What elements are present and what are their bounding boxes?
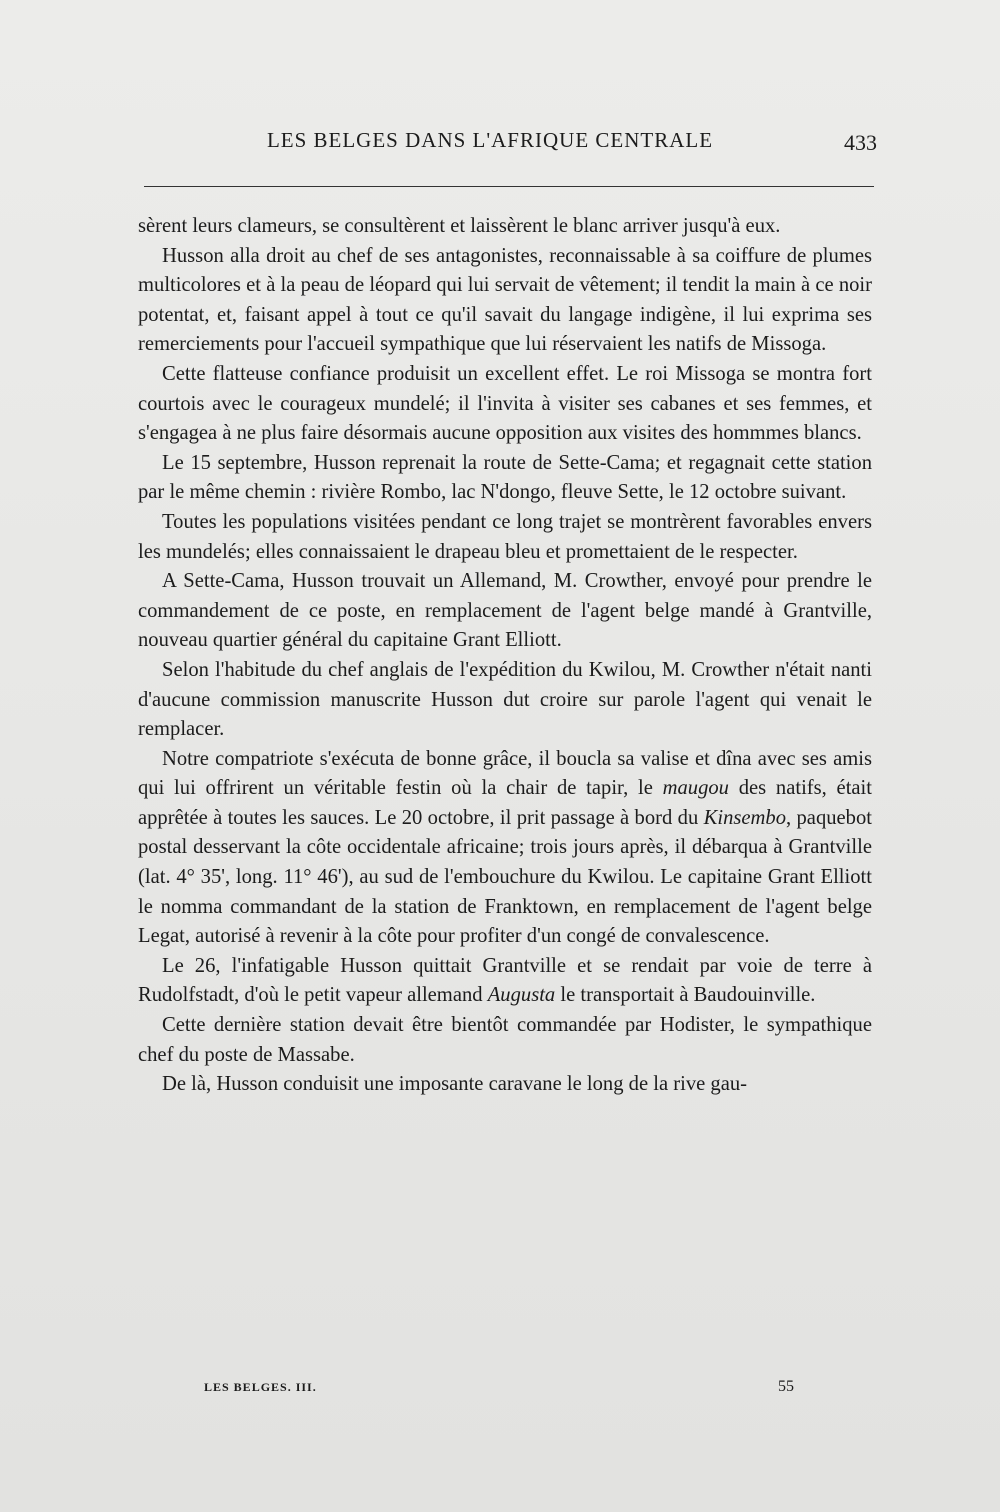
paragraph-text: le transportait à Baudouinville.	[555, 984, 816, 1007]
italic-term: maugou	[662, 777, 729, 800]
ship-name: Kinsembo	[703, 806, 786, 829]
paragraph-text: Notre compatriote s'exécuta de bonne grâce, il boucla sa valise et dîna avec ses amis qui lui offrirent un véritable festin où la chair de tapir, le	[138, 747, 872, 800]
signature-number: 55	[778, 1378, 794, 1395]
page-footer	[0, 1380, 1000, 1404]
paragraph-text: des natifs, était apprêtée à toutes les sauces. Le 20 octobre, il prit passage à bord du	[138, 777, 873, 829]
ship-name: Augusta	[487, 984, 556, 1007]
page-header	[0, 128, 1000, 160]
paragraph: Cette flatteuse confiance produisit un excellent effet. Le roi Missoga se montra fort courtois avec le courageux mundelé; il l'invita à visiter ses cabanes et ses femmes, et s'engagea à ne plus faire désormais aucune opposition aux visites des hommmes blancs.	[138, 362, 872, 445]
paragraph: Cette dernière station devait être bientôt commandée par Hodister, le sympathique chef du poste de Massabe.	[138, 1014, 872, 1066]
paragraph: sèrent leurs clameurs, se consultèrent et laissèrent le blanc arriver jusqu'à eux.	[138, 215, 781, 237]
printer-signature: LES BELGES. III.	[204, 1380, 317, 1394]
header-rule	[144, 186, 874, 187]
body-text	[138, 212, 872, 1100]
paragraph: De là, Husson conduisit une imposante caravane le long de la rive gau-	[162, 1073, 748, 1096]
paragraph: Husson alla droit au chef de ses antagonistes, reconnaissable à sa coiffure de plumes multicolores et à la peau de léopard qui lui servait de vêtement; il tendit la main à ce noir potentat, et, faisant appel à tout ce qu'il savait du langage indigène, il lui exprima ses remerciements pour l'accueil sympathique que lui réservaient les natifs de Missoga.	[138, 244, 872, 356]
paragraph	[138, 745, 872, 952]
paragraph-text: , paquebot postal desservant la côte occidentale africaine; trois jours après, il débarqua à Grantville (lat. 4° 35', long. 11° 46'), au sud de l'embouchure du Kwilou. Le capitaine Grant Elliott le nomma commandant de la station de Franktown, en remplacement de l'agent belge Legat, autorisé à revenir à la côte pour profiter d'un congé de convalescence.	[138, 806, 872, 948]
paragraph: A Sette-Cama, Husson trouvait un Allemand, M. Crowther, envoyé pour prendre le commandement de ce poste, en remplacement de l'agent belge mandé à Grantville, nouveau quartier général du capitaine Grant Elliott.	[138, 570, 872, 652]
paragraph: Le 15 septembre, Husson reprenait la route de Sette-Cama; et regagnait cette station par le même chemin : rivière Rombo, lac N'dongo, fleuve Sette, le 12 octobre suivant.	[138, 451, 872, 504]
running-head: LES BELGES DANS L'AFRIQUE CENTRALE	[266, 128, 714, 152]
paragraph: Selon l'habitude du chef anglais de l'expédition du Kwilou, M. Crowther n'était nanti d'aucune commission manuscrite Husson dut croire sur parole l'agent qui venait le remplacer.	[138, 658, 872, 741]
paragraph: Toutes les populations visitées pendant ce long trajet se montrèrent favorables envers les mundelés; elles connaissaient le drapeau bleu et promettaient de le respecter.	[138, 510, 872, 563]
paragraph-text: Le 26, l'infatigable Husson quittait Grantville et se rendait par voie de terre à Rudolfstadt, d'où le petit vapeur allemand	[138, 954, 872, 1007]
page-number: 433	[844, 130, 877, 155]
paragraph	[138, 952, 872, 1011]
